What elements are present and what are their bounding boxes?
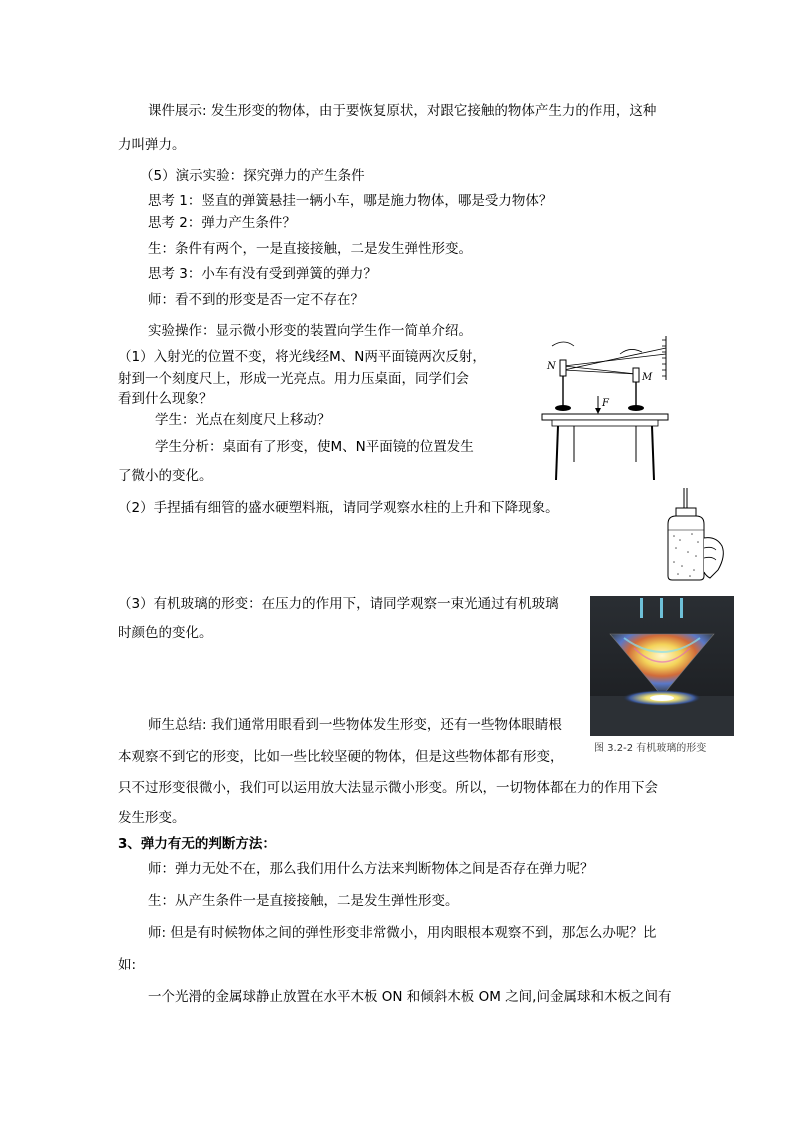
text-line-16: （2）手捏插有细管的盛水硬塑料瓶，请同学观察水柱的上升和下降现象。	[118, 500, 559, 516]
text-line-4: 思考 1：竖直的弹簧悬挂一辆小车，哪是施力物体，哪是受力物体？	[148, 193, 553, 209]
text-line-2: 力叫弹力。	[118, 137, 186, 153]
text-line-28: 一个光滑的金属球静止放置在水平木板 ON 和倾斜木板 OM 之间,问金属球和木板之间有	[148, 989, 672, 1005]
text-line-6: 生：条件有两个，一是直接接触，二是发生弹性形变。	[148, 241, 472, 257]
text-line-24: 师：弹力无处不在，那么我们用什么方法来判断物体之间是否存在弹力呢？	[148, 861, 594, 877]
organic-glass-photo	[590, 596, 734, 736]
section-heading: 3、弹力有无的判断方法：	[118, 836, 276, 852]
label-M: M	[642, 372, 653, 383]
text-line-1: 课件展示: 发生形变的物体，由于要恢复原状，对跟它接触的物体产生力的作用，这种	[148, 103, 657, 119]
text-line-3: （5）演示实验：探究弹力的产生条件	[140, 168, 365, 184]
label-F: F	[602, 398, 609, 409]
text-line-13: 学生：光点在刻度尺上移动？	[155, 412, 331, 428]
text-line-27: 如:	[118, 957, 137, 973]
text-line-7: 思考 3：小车有没有受到弹簧的弹力？	[148, 266, 377, 282]
text-line-22: 发生形变。	[118, 810, 186, 826]
text-line-12: 看到什么现象？	[118, 391, 213, 407]
text-line-9: 实验操作：显示微小形变的装置向学生作一简单介绍。	[148, 323, 472, 339]
label-N: N	[547, 361, 556, 372]
mirror-table-diagram	[538, 332, 674, 482]
text-line-8: 师：看不到的形变是否一定不存在？	[148, 292, 364, 308]
bottle-diagram	[660, 486, 728, 582]
text-line-14: 学生分析：桌面有了形变，使M、N平面镜的位置发生	[155, 439, 474, 455]
text-line-20: 本观察不到它的形变，比如一些比较坚硬的物体，但是这些物体都有形变，	[118, 749, 564, 765]
text-line-25: 生：从产生条件一是直接接触，二是发生弹性形变。	[148, 893, 459, 909]
text-line-11: 射到一个刻度尺上，形成一光亮点。用力压桌面，同学们会	[118, 371, 469, 387]
text-line-5: 思考 2：弹力产生条件？	[148, 215, 296, 231]
text-line-10: （1）入射光的位置不变，将光线经M、N两平面镜两次反射，	[118, 349, 486, 365]
figure-caption: 图 3.2-2 有机玻璃的形变	[594, 743, 707, 754]
text-line-21: 只不过形变很微小，我们可以运用放大法显示微小形变。所以，一切物体都在力的作用下会	[118, 780, 658, 796]
text-line-17: （3）有机玻璃的形变：在压力的作用下，请同学观察一束光通过有机玻璃	[118, 596, 559, 612]
text-line-19: 师生总结: 我们通常用眼看到一些物体发生形变，还有一些物体眼睛根	[148, 717, 562, 733]
text-line-18: 时颜色的变化。	[118, 625, 213, 641]
text-line-26: 师: 但是有时候物体之间的弹性形变非常微小，用肉眼根本观察不到，那怎么办呢？比	[148, 925, 657, 941]
text-line-15: 了微小的变化。	[118, 468, 213, 484]
